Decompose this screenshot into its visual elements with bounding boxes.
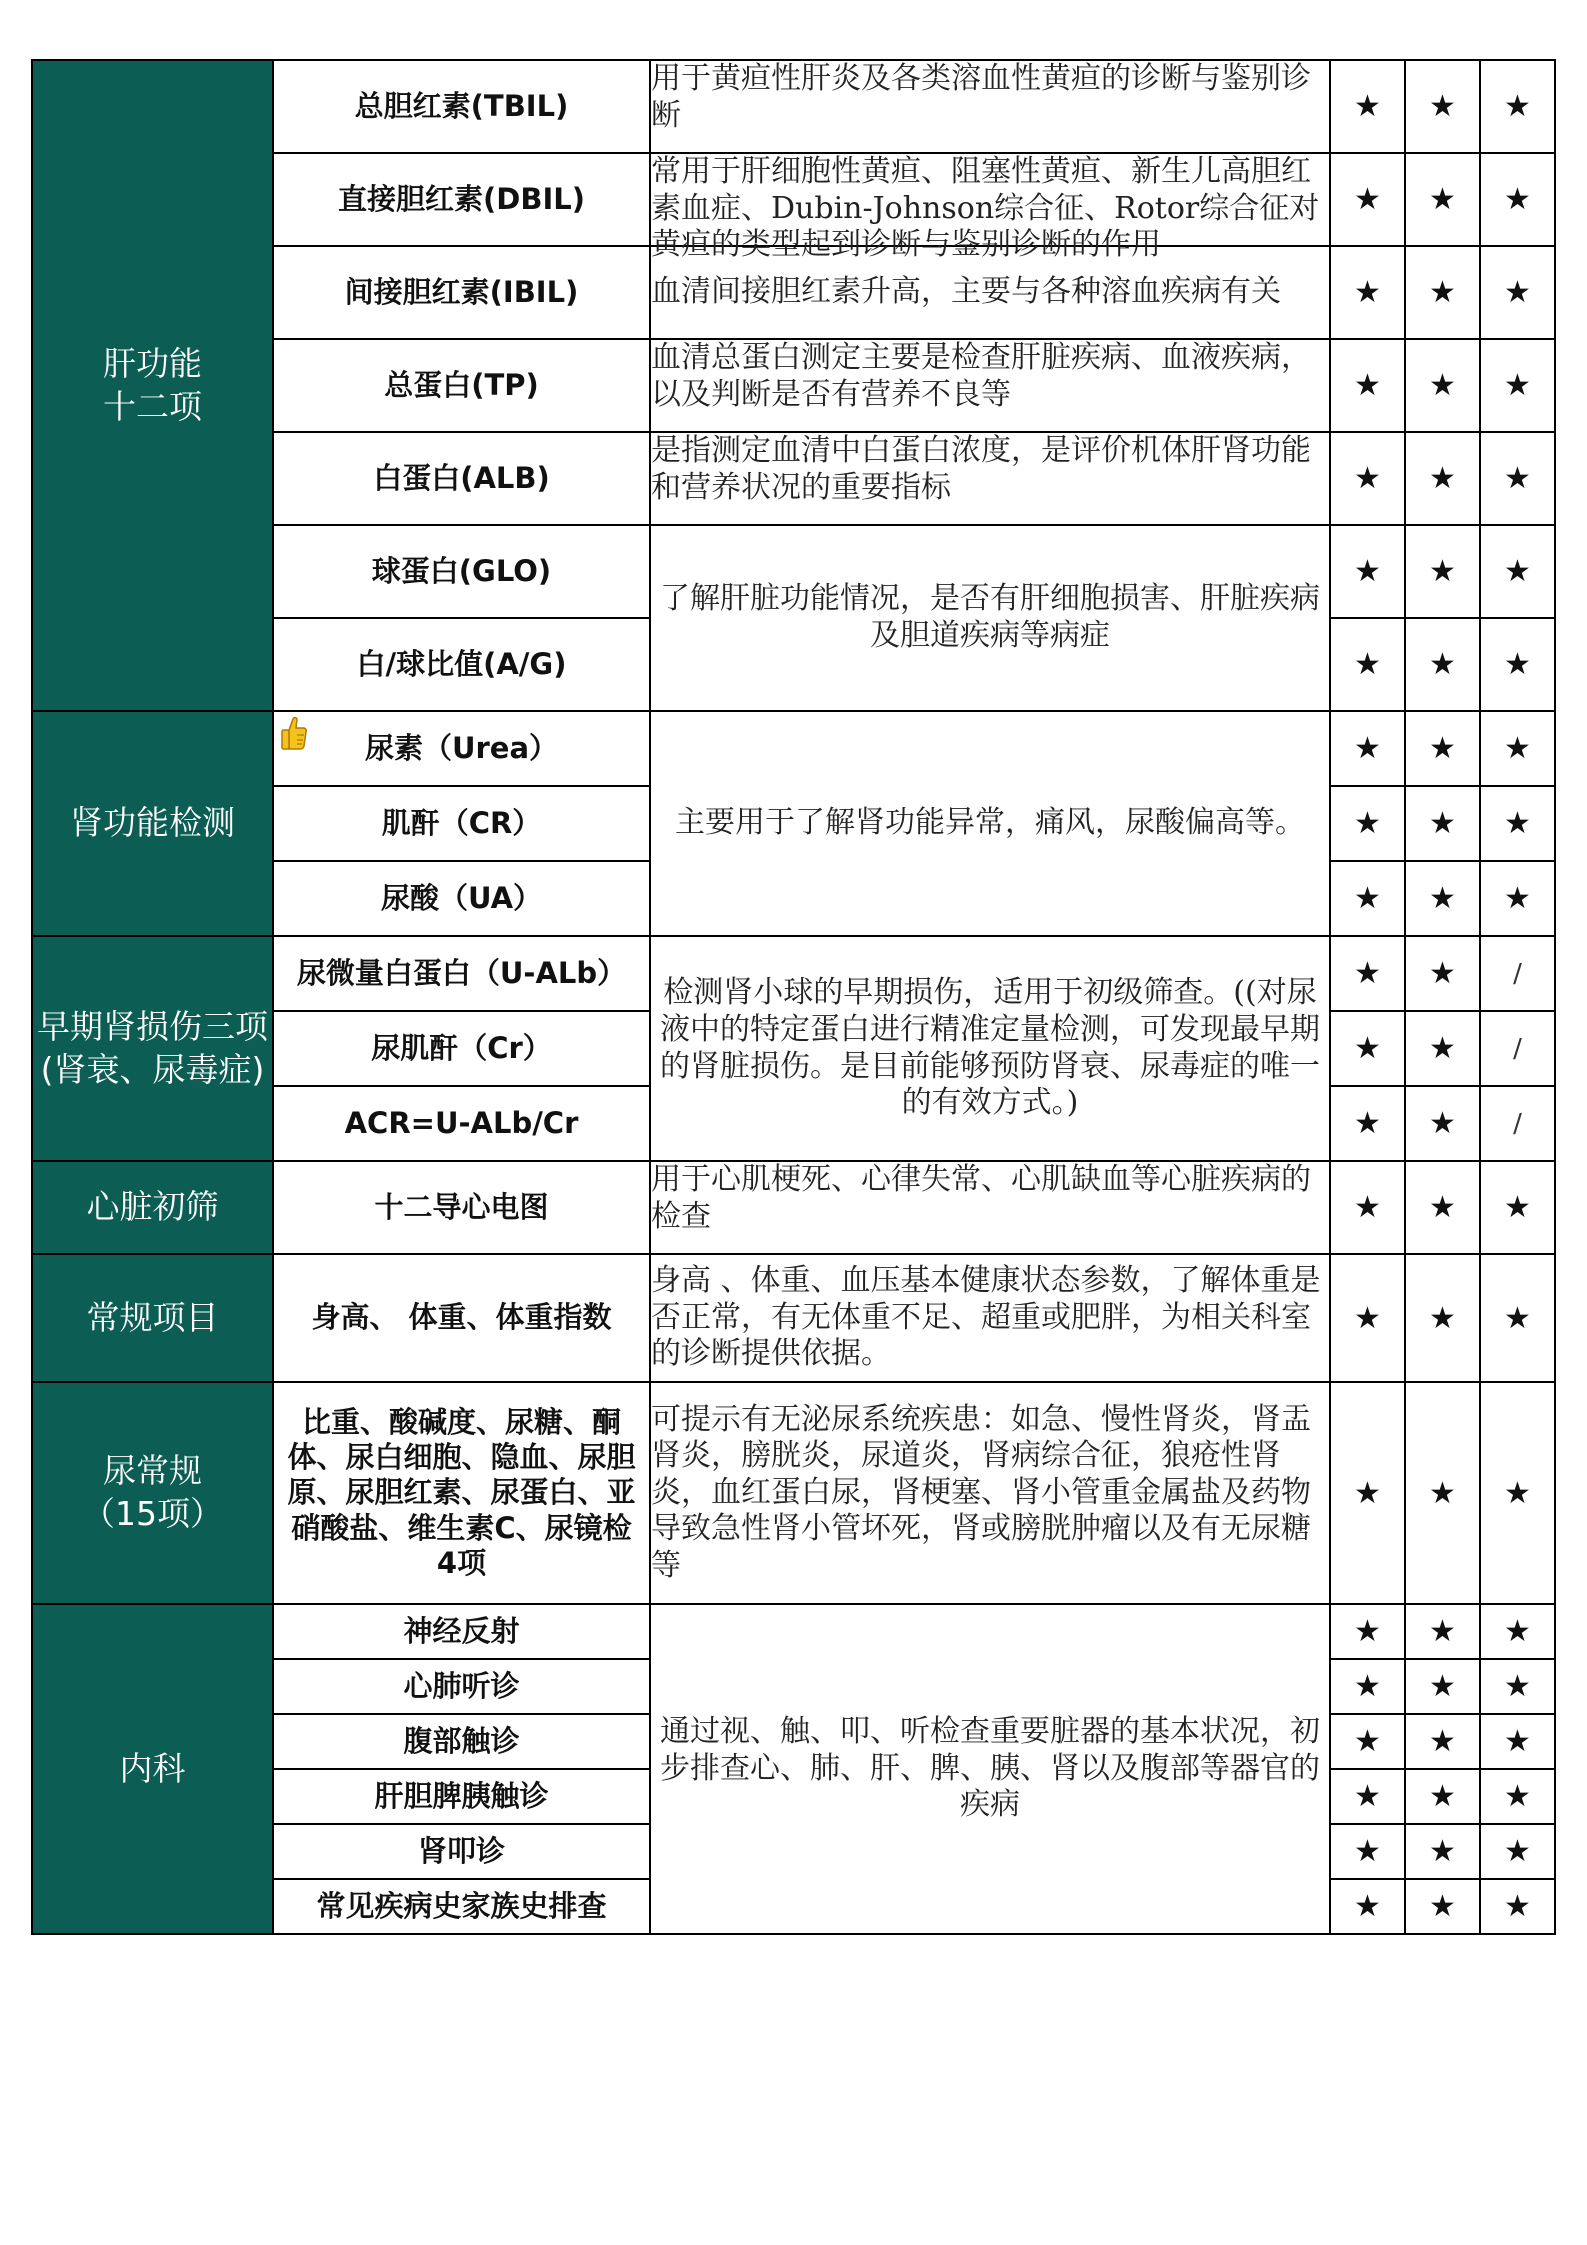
thumbs-up-icon xyxy=(280,716,308,752)
category-heart-screening: 心脏初筛 xyxy=(32,1161,273,1254)
star-mark: ★ xyxy=(1480,432,1555,525)
exam-items-table xyxy=(31,59,1556,1935)
star-mark: ★ xyxy=(1330,936,1405,1011)
star-mark: ★ xyxy=(1480,861,1555,936)
star-mark: ★ xyxy=(1480,1659,1555,1714)
category-internal-medicine: 内科 xyxy=(32,1604,273,1934)
star-mark: ★ xyxy=(1330,1769,1405,1824)
star-mark: ★ xyxy=(1405,1161,1480,1254)
star-mark: ★ xyxy=(1330,246,1405,339)
item-name-with-icon xyxy=(273,711,650,786)
star-mark: ★ xyxy=(1480,339,1555,432)
table-row xyxy=(32,936,1555,1011)
star-mark: ★ xyxy=(1330,153,1405,246)
item-name: 白蛋白(ALB) xyxy=(273,432,650,525)
shared-description: 了解肝脏功能情况，是否有肝细胞损害、肝脏疾病及胆道疾病等病症 xyxy=(650,525,1330,711)
star-mark: ★ xyxy=(1330,1254,1405,1382)
star-mark: ★ xyxy=(1330,1011,1405,1086)
star-mark: ★ xyxy=(1405,936,1480,1011)
star-mark: ★ xyxy=(1330,432,1405,525)
star-mark: ★ xyxy=(1480,525,1555,618)
item-name: 尿素（Urea） xyxy=(364,730,559,765)
item-name: 十二导心电图 xyxy=(273,1161,650,1254)
star-mark: ★ xyxy=(1480,1714,1555,1769)
star-mark: ★ xyxy=(1405,1769,1480,1824)
star-mark: ★ xyxy=(1480,1161,1555,1254)
category-liver-function: 肝功能 十二项 xyxy=(32,60,273,711)
star-mark: ★ xyxy=(1405,60,1480,153)
star-mark: ★ xyxy=(1405,1604,1480,1659)
star-mark: ★ xyxy=(1405,153,1480,246)
star-mark: ★ xyxy=(1480,153,1555,246)
star-mark: ★ xyxy=(1405,1086,1480,1161)
item-name: 肝胆脾胰触诊 xyxy=(273,1769,650,1824)
star-mark: ★ xyxy=(1330,1824,1405,1879)
item-description: 身高 、体重、血压基本健康状态参数，了解体重是否正常，有无体重不足、超重或肥胖，为相关科室的诊断提供依据。 xyxy=(650,1254,1330,1382)
table-row xyxy=(32,60,1555,153)
item-name: 腹部触诊 xyxy=(273,1714,650,1769)
star-mark: ★ xyxy=(1405,339,1480,432)
item-name: 肌酐（CR） xyxy=(273,786,650,861)
not-included-mark: / xyxy=(1480,936,1555,1011)
item-name: 尿肌酐（Cr） xyxy=(273,1011,650,1086)
star-mark: ★ xyxy=(1405,1382,1480,1604)
item-name: 尿微量白蛋白（U-ALb） xyxy=(273,936,650,1011)
star-mark: ★ xyxy=(1480,786,1555,861)
star-mark: ★ xyxy=(1480,60,1555,153)
star-mark: ★ xyxy=(1405,1824,1480,1879)
category-early-kidney-injury: 早期肾损伤三项(肾衰、尿毒症) xyxy=(32,936,273,1161)
star-mark: ★ xyxy=(1405,711,1480,786)
table-row xyxy=(32,711,1555,786)
item-name: 球蛋白(GLO) xyxy=(273,525,650,618)
table-row xyxy=(32,1382,1555,1604)
item-description: 是指测定血清中白蛋白浓度，是评价机体肝肾功能和营养状况的重要指标 xyxy=(650,432,1330,525)
star-mark: ★ xyxy=(1405,1659,1480,1714)
shared-description: 检测肾小球的早期损伤，适用于初级筛查。((对尿液中的特定蛋白进行精准定量检测，可发现最早期的肾脏损伤。是目前能够预防肾衰、尿毒症的唯一的有效方式。) xyxy=(650,936,1330,1161)
star-mark: ★ xyxy=(1405,861,1480,936)
star-mark: ★ xyxy=(1330,1659,1405,1714)
item-description: 血清总蛋白测定主要是检查肝脏疾病、血液疾病，以及判断是否有营养不良等 xyxy=(650,339,1330,432)
star-mark: ★ xyxy=(1405,525,1480,618)
table-row xyxy=(32,1161,1555,1254)
star-mark: ★ xyxy=(1330,711,1405,786)
item-name: 直接胆红素(DBIL) xyxy=(273,153,650,246)
star-mark: ★ xyxy=(1480,1382,1555,1604)
star-mark: ★ xyxy=(1480,246,1555,339)
item-name: 尿酸（UA） xyxy=(273,861,650,936)
item-name: 总蛋白(TP) xyxy=(273,339,650,432)
star-mark: ★ xyxy=(1405,246,1480,339)
item-description: 血清间接胆红素升高，主要与各种溶血疾病有关 xyxy=(650,246,1330,339)
item-name: 常见疾病史家族史排查 xyxy=(273,1879,650,1934)
star-mark: ★ xyxy=(1330,1382,1405,1604)
star-mark: ★ xyxy=(1480,1604,1555,1659)
star-mark: ★ xyxy=(1405,1254,1480,1382)
star-mark: ★ xyxy=(1480,1254,1555,1382)
item-name: 肾叩诊 xyxy=(273,1824,650,1879)
star-mark: ★ xyxy=(1330,786,1405,861)
star-mark: ★ xyxy=(1330,1604,1405,1659)
not-included-mark: / xyxy=(1480,1011,1555,1086)
star-mark: ★ xyxy=(1330,1086,1405,1161)
item-description: 常用于肝细胞性黄疸、阻塞性黄疸、新生儿高胆红素血症、Dubin-Johnson综合征、Rotor综合征对黄疸的类型起到诊断与鉴别诊断的作用 xyxy=(650,153,1330,246)
item-name: 比重、酸碱度、尿糖、酮体、尿白细胞、隐血、尿胆原、尿胆红素、尿蛋白、亚硝酸盐、维生素C、尿镜检4项 xyxy=(273,1382,650,1604)
shared-description: 通过视、触、叩、听检查重要脏器的基本状况，初步排查心、肺、肝、脾、胰、肾以及腹部等器官的疾病 xyxy=(650,1604,1330,1934)
star-mark: ★ xyxy=(1330,1161,1405,1254)
item-description: 可提示有无泌尿系统疾患：如急、慢性肾炎，肾盂肾炎，膀胱炎，尿道炎，肾病综合征，狼疮性肾炎，血红蛋白尿，肾梗塞、肾小管重金属盐及药物导致急性肾小管坏死，肾或膀胱肿瘤以及有无尿糖等 xyxy=(650,1382,1330,1604)
table-row xyxy=(32,1254,1555,1382)
star-mark: ★ xyxy=(1330,1714,1405,1769)
table-row xyxy=(32,1604,1555,1659)
item-name: 神经反射 xyxy=(273,1604,650,1659)
category-routine-items: 常规项目 xyxy=(32,1254,273,1382)
item-name: 间接胆红素(IBIL) xyxy=(273,246,650,339)
item-name: 身高、 体重、体重指数 xyxy=(273,1254,650,1382)
category-kidney-function: 肾功能检测 xyxy=(32,711,273,936)
star-mark: ★ xyxy=(1330,1879,1405,1934)
star-mark: ★ xyxy=(1405,432,1480,525)
item-name: 白/球比值(A/G) xyxy=(273,618,650,711)
item-description: 用于黄疸性肝炎及各类溶血性黄疸的诊断与鉴别诊断 xyxy=(650,60,1330,153)
not-included-mark: / xyxy=(1480,1086,1555,1161)
star-mark: ★ xyxy=(1480,618,1555,711)
star-mark: ★ xyxy=(1480,1769,1555,1824)
star-mark: ★ xyxy=(1330,60,1405,153)
star-mark: ★ xyxy=(1405,1011,1480,1086)
star-mark: ★ xyxy=(1330,861,1405,936)
star-mark: ★ xyxy=(1330,525,1405,618)
star-mark: ★ xyxy=(1480,711,1555,786)
item-name: ACR=U-ALb/Cr xyxy=(273,1086,650,1161)
item-name: 心肺听诊 xyxy=(273,1659,650,1714)
star-mark: ★ xyxy=(1330,618,1405,711)
star-mark: ★ xyxy=(1405,1714,1480,1769)
star-mark: ★ xyxy=(1480,1879,1555,1934)
item-name: 总胆红素(TBIL) xyxy=(273,60,650,153)
star-mark: ★ xyxy=(1330,339,1405,432)
category-urine-routine: 尿常规 （15项） xyxy=(32,1382,273,1604)
shared-description: 主要用于了解肾功能异常，痛风，尿酸偏高等。 xyxy=(650,711,1330,936)
star-mark: ★ xyxy=(1480,1824,1555,1879)
star-mark: ★ xyxy=(1405,786,1480,861)
star-mark: ★ xyxy=(1405,1879,1480,1934)
star-mark: ★ xyxy=(1405,618,1480,711)
item-description: 用于心肌梗死、心律失常、心肌缺血等心脏疾病的检查 xyxy=(650,1161,1330,1254)
